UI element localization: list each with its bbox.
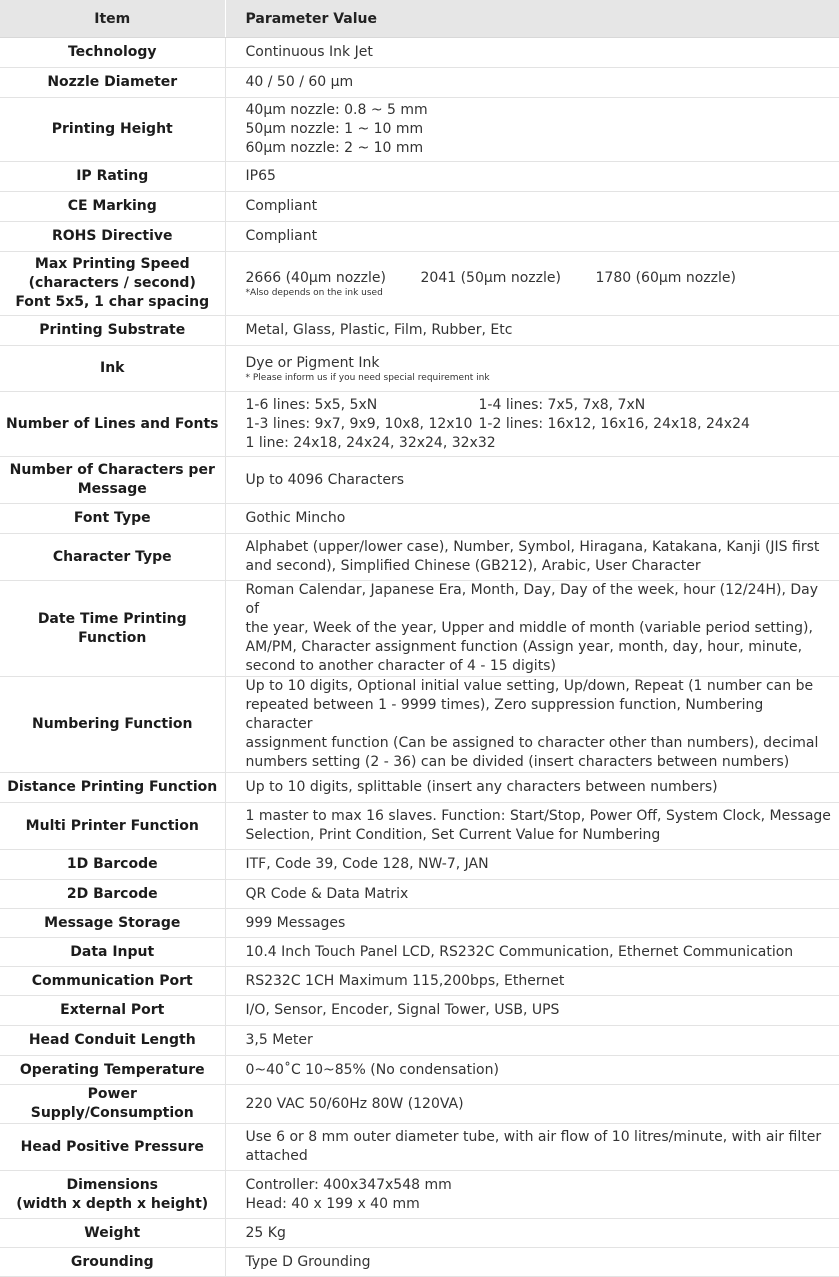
lines-fonts-row <box>246 396 832 415</box>
table-row <box>0 1085 839 1124</box>
table-row <box>0 967 839 996</box>
row-label: Numbering Function <box>0 677 225 773</box>
row-value: 10.4 Inch Touch Panel LCD, RS232C Communication, Ethernet Communication <box>225 938 839 967</box>
value-line: 1-3 lines: 9x7, 9x9, 10x8, 12x10 <box>245 415 473 432</box>
row-value: Compliant <box>225 192 839 222</box>
label-line: (width x depth x height) <box>16 1195 209 1212</box>
value-line: AM/PM, Character assignment function (Assign year, month, day, hour, minute, <box>245 639 803 655</box>
table-row <box>0 222 839 252</box>
row-label: 2D Barcode <box>0 880 225 909</box>
value-line: Selection, Print Condition, Set Current Value for Numbering <box>245 827 661 843</box>
table-row <box>0 1026 839 1056</box>
header-item: Item <box>0 0 225 38</box>
table-row <box>0 252 839 316</box>
row-value: 40 / 50 / 60 µm <box>225 68 839 98</box>
table-row <box>0 346 839 392</box>
row-label: Grounding <box>0 1248 225 1277</box>
row-label: Message Storage <box>0 909 225 938</box>
row-label: Data Input <box>0 938 225 967</box>
row-value <box>225 581 839 677</box>
value-line: Controller: 400x347x548 mm <box>245 1176 452 1193</box>
ink-note: * Please inform us if you need special requirement ink <box>245 372 490 383</box>
row-label: Power Supply/Consumption <box>0 1085 225 1124</box>
row-value: ITF, Code 39, Code 128, NW-7, JAN <box>225 850 839 880</box>
row-label: Distance Printing Function <box>0 773 225 803</box>
row-label: Communication Port <box>0 967 225 996</box>
table-row <box>0 850 839 880</box>
value-line: repeated between 1 - 9999 times), Zero suppression function, Numbering character <box>245 697 764 732</box>
table-row <box>0 68 839 98</box>
row-label <box>0 1171 225 1219</box>
row-label: Nozzle Diameter <box>0 68 225 98</box>
row-label: Character Type <box>0 534 225 581</box>
value-line: Head: 40 x 199 x 40 mm <box>245 1195 420 1212</box>
value-line: Alphabet (upper/lower case), Number, Symbol, Hiragana, Katakana, Kanji (JIS first <box>245 539 820 555</box>
row-value: 999 Messages <box>225 909 839 938</box>
speed-values <box>246 269 832 288</box>
value-line: Up to 10 digits, Optional initial value setting, Up/down, Repeat (1 number can be <box>245 678 814 694</box>
row-value <box>225 252 839 316</box>
row-label: ROHS Directive <box>0 222 225 252</box>
row-label: Number of Lines and Fonts <box>0 392 225 457</box>
row-value: 220 VAC 50/60Hz 80W (120VA) <box>225 1085 839 1124</box>
row-value: Gothic Mincho <box>225 504 839 534</box>
value-line: 40µm nozzle: 0.8 ~ 5 mm <box>245 102 428 118</box>
header-parameter-value: Parameter Value <box>225 0 839 38</box>
table-row <box>0 803 839 850</box>
row-label: Head Conduit Length <box>0 1026 225 1056</box>
table-row <box>0 880 839 909</box>
table-row <box>0 1171 839 1219</box>
value-line: 1-2 lines: 16x12, 16x16, 24x18, 24x24 <box>478 415 750 432</box>
value-line: Use 6 or 8 mm outer diameter tube, with air flow of 10 litres/minute, with air filter <box>245 1129 822 1145</box>
row-label: External Port <box>0 996 225 1026</box>
value-line: 60µm nozzle: 2 ~ 10 mm <box>245 140 424 156</box>
row-label: Head Positive Pressure <box>0 1124 225 1171</box>
row-value: 0~40˚C 10~85% (No condensation) <box>225 1056 839 1085</box>
table-row <box>0 534 839 581</box>
row-label: Technology <box>0 38 225 68</box>
row-label <box>0 457 225 504</box>
table-row <box>0 581 839 677</box>
row-value: IP65 <box>225 162 839 192</box>
value-line: 1 master to max 16 slaves. Function: Start/Stop, Power Off, System Clock, Message <box>245 808 831 824</box>
row-value: Up to 10 digits, splittable (insert any characters between numbers) <box>225 773 839 803</box>
table-row <box>0 773 839 803</box>
row-label: CE Marking <box>0 192 225 222</box>
table-row <box>0 938 839 967</box>
row-value: 25 Kg <box>225 1219 839 1248</box>
row-value <box>225 677 839 773</box>
row-label: IP Rating <box>0 162 225 192</box>
value-line: Roman Calendar, Japanese Era, Month, Day, Day of the week, hour (12/24H), Day of <box>245 582 818 617</box>
row-value <box>225 1124 839 1171</box>
table-row <box>0 504 839 534</box>
row-value: I/O, Sensor, Encoder, Signal Tower, USB, UPS <box>225 996 839 1026</box>
table-row <box>0 1056 839 1085</box>
value-line: Dye or Pigment Ink <box>245 354 380 371</box>
value-line: 1 line: 24x18, 24x24, 32x24, 32x32 <box>245 434 496 451</box>
table-row <box>0 192 839 222</box>
row-label: 1D Barcode <box>0 850 225 880</box>
row-value <box>225 1171 839 1219</box>
row-value: 3,5 Meter <box>225 1026 839 1056</box>
row-label: Multi Printer Function <box>0 803 225 850</box>
label-line: Font 5x5, 1 char spacing <box>15 294 210 310</box>
table-row <box>0 38 839 68</box>
label-line: Dimensions <box>66 1176 159 1193</box>
label-line: Message <box>77 481 147 497</box>
lines-fonts-row <box>246 415 832 434</box>
table-row <box>0 457 839 504</box>
row-value: RS232C 1CH Maximum 115,200bps, Ethernet <box>225 967 839 996</box>
row-label: Font Type <box>0 504 225 534</box>
row-label <box>0 252 225 316</box>
row-label: Weight <box>0 1219 225 1248</box>
table-row <box>0 677 839 773</box>
value-line: assignment function (Can be assigned to character other than numbers), decimal <box>245 735 819 751</box>
row-label: Operating Temperature <box>0 1056 225 1085</box>
value-line: 50µm nozzle: 1 ~ 10 mm <box>245 121 424 137</box>
row-label: Printing Substrate <box>0 316 225 346</box>
table-row <box>0 316 839 346</box>
table-row <box>0 1124 839 1171</box>
row-label: Ink <box>0 346 225 392</box>
value-line: attached <box>245 1148 308 1164</box>
speed-60um: 1780 (60µm nozzle) <box>595 269 736 286</box>
table-row <box>0 909 839 938</box>
row-value: QR Code & Data Matrix <box>225 880 839 909</box>
label-line: Number of Characters per <box>9 462 215 478</box>
row-value: Continuous Ink Jet <box>225 38 839 68</box>
row-label: Printing Height <box>0 98 225 162</box>
row-value <box>225 392 839 457</box>
table-row <box>0 1219 839 1248</box>
table-row <box>0 996 839 1026</box>
label-line: (characters / second) <box>28 275 196 291</box>
row-value <box>225 534 839 581</box>
table-row <box>0 98 839 162</box>
row-value <box>225 98 839 162</box>
row-value: Up to 4096 Characters <box>225 457 839 504</box>
row-value <box>225 803 839 850</box>
row-value: Compliant <box>225 222 839 252</box>
value-line: the year, Week of the year, Upper and middle of month (variable period setting), <box>245 620 813 636</box>
value-line: 1-4 lines: 7x5, 7x8, 7xN <box>478 396 646 413</box>
value-line: and second), Simplified Chinese (GB212), Arabic, User Character <box>245 558 701 574</box>
speed-40um: 2666 (40µm nozzle) <box>245 269 386 286</box>
table-row <box>0 162 839 192</box>
table-header-row <box>0 0 839 38</box>
value-line: numbers setting (2 - 36) can be divided (insert characters between numbers) <box>245 754 790 770</box>
row-label: Date Time Printing Function <box>0 581 225 677</box>
speed-50um: 2041 (50µm nozzle) <box>420 269 561 286</box>
value-line: second to another character of 4 - 15 digits) <box>245 658 556 674</box>
label-line: Max Printing Speed <box>34 256 190 272</box>
speed-note: *Also depends on the ink used <box>245 287 383 298</box>
table-row <box>0 392 839 457</box>
row-value: Metal, Glass, Plastic, Film, Rubber, Etc <box>225 316 839 346</box>
value-line: 1-6 lines: 5x5, 5xN <box>245 396 378 413</box>
row-value <box>225 346 839 392</box>
row-value: Type D Grounding <box>225 1248 839 1277</box>
